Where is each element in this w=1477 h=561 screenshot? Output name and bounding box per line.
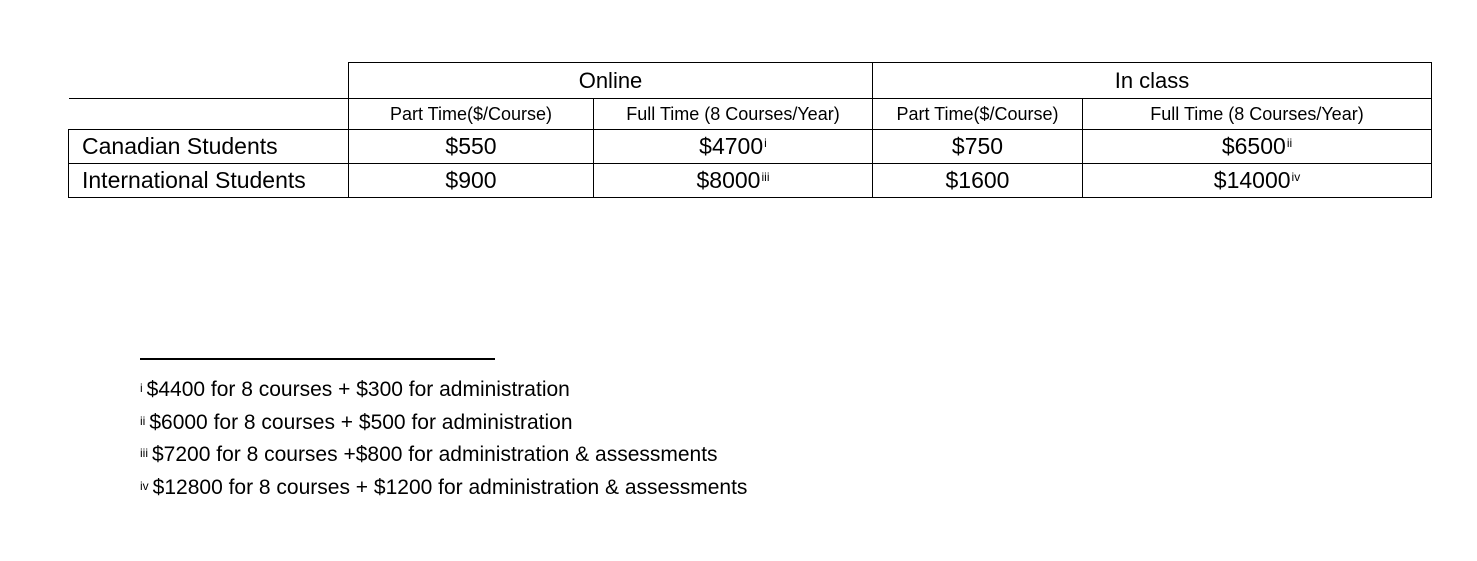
footnote-marker: iv xyxy=(140,478,149,493)
table-row xyxy=(69,164,1432,198)
cell-in-class-part-time: $1600 xyxy=(873,164,1083,198)
tuition-fees-table xyxy=(68,62,1432,198)
footnote-text: $6000 for 8 courses + $500 for administration xyxy=(149,410,573,434)
cell-in-class-part-time: $750 xyxy=(873,130,1083,164)
footnote-marker: i xyxy=(140,381,143,395)
blank-corner-cell xyxy=(69,63,349,99)
cell-online-full-time xyxy=(594,164,873,198)
footnote-ref: i xyxy=(764,136,767,150)
fee-value: $8000 xyxy=(696,167,761,193)
fee-value: $14000 xyxy=(1213,167,1291,193)
footnote-item xyxy=(140,472,747,505)
footnote-ref: iv xyxy=(1291,170,1301,184)
footnote-ref: iii xyxy=(761,170,770,184)
blank-corner-cell xyxy=(69,99,349,130)
footnote-separator xyxy=(140,358,495,360)
footnote-marker: iii xyxy=(140,446,148,460)
fee-value: $4700 xyxy=(699,133,764,159)
footnote-item xyxy=(140,439,747,472)
subheader-online-full-time: Full Time (8 Courses/Year) xyxy=(594,99,873,130)
fee-value: $6500 xyxy=(1221,133,1286,159)
footnote-item xyxy=(140,407,747,440)
row-label-canadian-students: Canadian Students xyxy=(69,130,349,164)
subheader-row xyxy=(69,99,1432,130)
subheader-in-class-part-time: Part Time($/Course) xyxy=(873,99,1083,130)
group-header-in-class: In class xyxy=(873,63,1432,99)
footnotes-list xyxy=(140,374,747,504)
cell-online-part-time: $900 xyxy=(349,164,594,198)
group-header-row xyxy=(69,63,1432,99)
footnote-text: $12800 for 8 courses + $1200 for administration & assessments xyxy=(152,475,748,499)
cell-in-class-full-time xyxy=(1083,164,1432,198)
footnote-text: $7200 for 8 courses +$800 for administration & assessments xyxy=(152,443,718,466)
group-header-online: Online xyxy=(349,63,873,99)
cell-online-full-time xyxy=(594,130,873,164)
footnote-text: $4400 for 8 courses + $300 for administration xyxy=(146,378,570,401)
subheader-online-part-time: Part Time($/Course) xyxy=(349,99,594,130)
footnote-item xyxy=(140,374,747,407)
table-row xyxy=(69,130,1432,164)
cell-in-class-full-time xyxy=(1083,130,1432,164)
row-label-international-students: International Students xyxy=(69,164,349,198)
footnote-marker: ii xyxy=(140,413,146,428)
subheader-in-class-full-time: Full Time (8 Courses/Year) xyxy=(1083,99,1432,130)
cell-online-part-time: $550 xyxy=(349,130,594,164)
footnote-ref: ii xyxy=(1286,136,1293,150)
